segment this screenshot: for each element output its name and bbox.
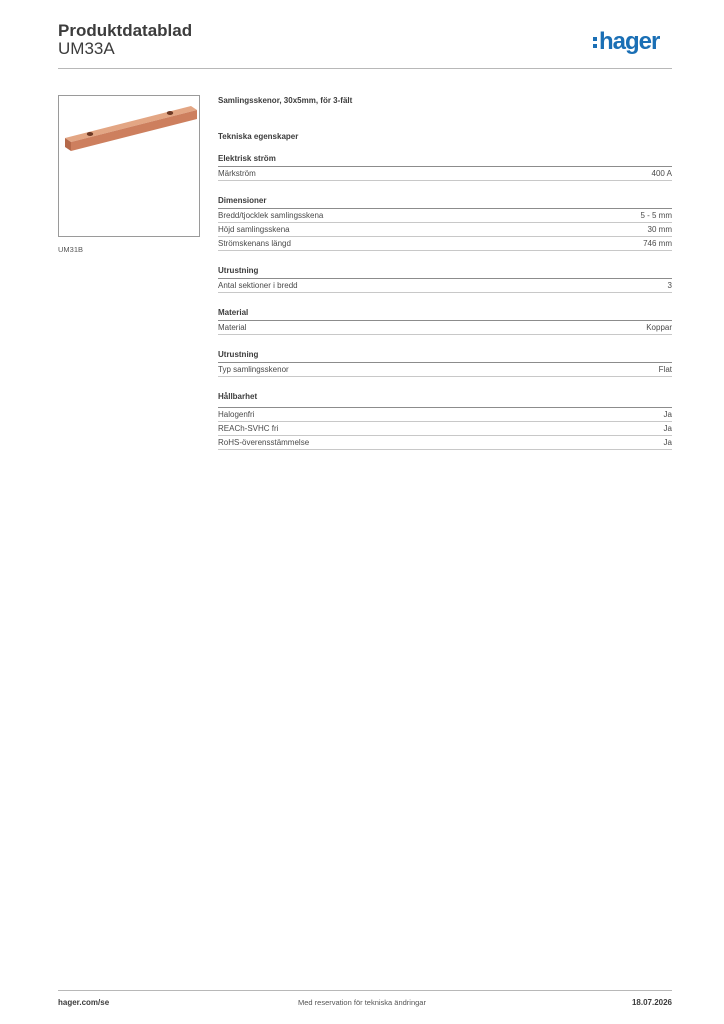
group-electric-current bbox=[218, 153, 672, 181]
group-title: Dimensioner bbox=[218, 195, 672, 209]
group-title: Utrustning bbox=[218, 349, 672, 363]
product-code: UM33A bbox=[58, 39, 115, 58]
spec-value: Flat bbox=[658, 365, 672, 374]
product-image bbox=[58, 95, 200, 237]
group-title: Elektrisk ström bbox=[218, 153, 672, 167]
spec-value: 400 A bbox=[651, 169, 672, 178]
group-material bbox=[218, 307, 672, 335]
spec-value: Ja bbox=[663, 424, 672, 433]
footer-date: 18.07.2026 bbox=[631, 998, 672, 1007]
spec-value: 5 - 5 mm bbox=[640, 211, 672, 220]
group-equipment bbox=[218, 265, 672, 293]
spec-row bbox=[218, 223, 672, 237]
section-title: Tekniska egenskaper bbox=[218, 132, 299, 141]
product-name: Samlingsskenor, 30x5mm, för 3-fält bbox=[218, 96, 353, 105]
spec-row bbox=[218, 422, 672, 436]
logo-text: hager bbox=[599, 28, 660, 55]
hager-logo bbox=[593, 28, 673, 56]
group-title: Utrustning bbox=[218, 265, 672, 279]
spec-label: RoHS-överensstämmelse bbox=[218, 438, 310, 447]
spec-row bbox=[218, 237, 672, 251]
spec-value: 30 mm bbox=[647, 225, 672, 234]
group-sustainability bbox=[218, 391, 672, 450]
spec-value: 3 bbox=[667, 281, 672, 290]
product-details bbox=[218, 95, 672, 450]
spec-label: Halogenfri bbox=[218, 410, 255, 419]
group-title: Hållbarhet bbox=[218, 391, 672, 408]
spec-label: Märkström bbox=[218, 169, 256, 178]
group-dimensions bbox=[218, 195, 672, 251]
spec-row bbox=[218, 279, 672, 293]
spec-value: Koppar bbox=[646, 323, 672, 332]
spec-label: Bredd/tjocklek samlingsskena bbox=[218, 211, 324, 220]
spec-label: Typ samlingsskenor bbox=[218, 365, 289, 374]
spec-row bbox=[218, 167, 672, 181]
footer-disclaimer: Med reservation för tekniska ändringar bbox=[298, 998, 426, 1007]
footer-website-link[interactable]: hager.com/se bbox=[58, 998, 110, 1007]
spec-value: 746 mm bbox=[643, 239, 672, 248]
spec-label: REACh-SVHC fri bbox=[218, 424, 279, 433]
spec-label: Antal sektioner i bredd bbox=[218, 281, 298, 290]
group-title: Material bbox=[218, 307, 672, 321]
spec-row bbox=[218, 209, 672, 223]
spec-row bbox=[218, 321, 672, 335]
group-busbar-equipment bbox=[218, 349, 672, 377]
spec-row bbox=[218, 408, 672, 422]
spec-label: Höjd samlingsskena bbox=[218, 225, 290, 234]
image-caption: UM31B bbox=[58, 245, 84, 254]
spec-row bbox=[218, 363, 672, 377]
spec-row bbox=[218, 436, 672, 450]
spec-value: Ja bbox=[663, 410, 672, 419]
footer-divider bbox=[58, 990, 672, 991]
spec-label: Strömskenans längd bbox=[218, 239, 291, 248]
spec-label: Material bbox=[218, 323, 247, 332]
spec-value: Ja bbox=[663, 438, 672, 447]
page-title: Produktdatablad bbox=[58, 21, 193, 40]
header-divider bbox=[58, 68, 672, 69]
